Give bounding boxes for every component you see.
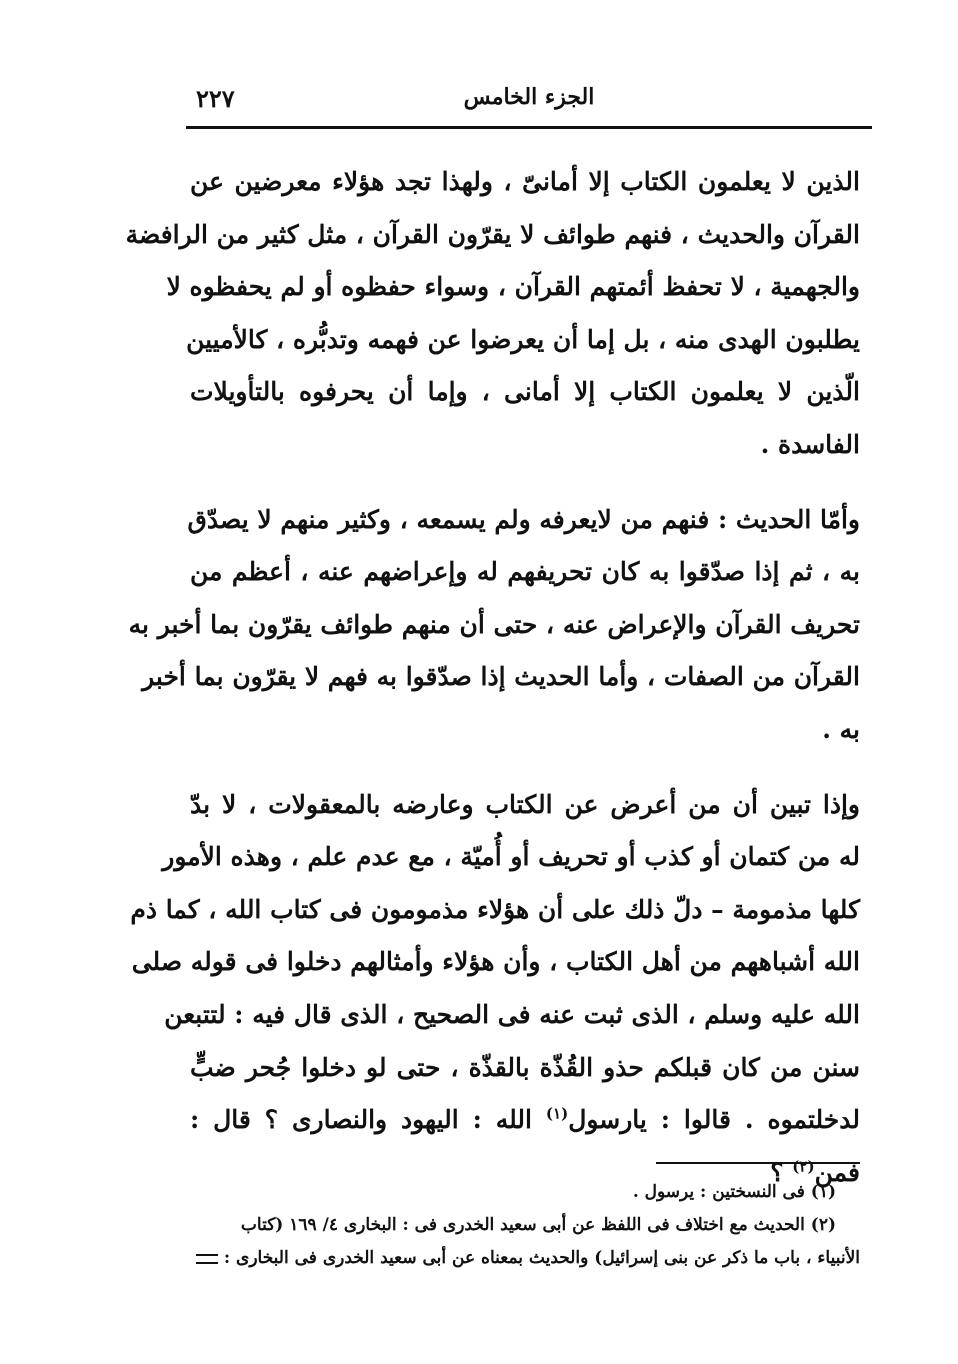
text-line [190,1094,860,1147]
text-line: له من كتمان أو كذب أو تحريف أو أُميّة ، مع عدم علم ، وهذه الأمور [162,842,860,872]
footnote-rule [656,1162,860,1164]
text-line: الذين لا يعلمون الكتاب إلا أمانىّ ، ولهذا تجد هؤلاء معرضين عن [190,167,860,196]
footnote-2: (٢) الحديث مع اختلاف فى اللفظ عن أبى سعيد الخدرى فى : البخارى ٤/ ١٦٩ (كتاب [240,1215,836,1235]
text-line: القرآن والحديث ، فنهم طوائف لا يقرّون القرآن ، مثل كثير من الرافضة [125,219,860,249]
footnotes [170,1176,860,1275]
text-segment: فمن [814,1157,860,1187]
footnote-ref-1: (١) [545,1104,569,1123]
text-segment: ؟ [770,1157,784,1187]
text-line: وإذا تبين أن من أعرض عن الكتاب وعارضه بالمعقولات ، لا بدّ [190,789,860,819]
text-line: الله عليه وسلم ، الذى ثبت عنه فى الصحيح ، الذى قال فيه : لتتبعن [164,999,860,1029]
text-line: وأمّا الحديث : فنهم من لايعرفه ولم يسمعه ، وكثير منهم لا يصدّق [187,504,860,534]
text-line: الله أشباههم من أهل الكتاب ، وأن هؤلاء وأمثالهم دخلوا فى قوله صلى [131,947,860,977]
text-segment: لدخلتموه . قالوا : يارسول [568,1105,860,1135]
paragraph-1 [125,156,860,472]
text-line: سنن من كان قبلكم حذو القُذّة بالقذّة ، حتى لو دخلوا جُحر ضبٍّ [190,1052,860,1082]
paragraph-2 [128,494,860,757]
text-line: الفاسدة . [760,429,860,459]
text-line: يطلبون الهدى منه ، بل إما أن يعرضوا عن فهمه وتدبُّره ، كالأميين [186,324,860,354]
footnote-2-text: الأنبياء ، باب ما ذكر عن بنى إسرائيل) والحديث بمعناه عن أبى سعيد الخدرى فى البخارى : [223,1248,860,1268]
text-line: الّذين لا يعلمون الكتاب إلا أمانى ، وإما أن يحرفوه بالتأويلات [190,377,860,407]
footnote-1: (١) فى النسختين : يرسول . [632,1182,836,1202]
header-rule [186,126,872,129]
text-line: القرآن من الصفات ، وأما الحديث إذا صدّقوا به فهم لا يقرّون بما أخبر [142,662,860,692]
running-title: الجزء الخامس [463,84,595,110]
text-line: به ، ثم إذا صدّقوا به كان تحريفهم له وإعراضهم عنه ، أعظم من [190,557,860,587]
text-line: به . [822,714,860,744]
footnote-ref-2: (٢) [792,1157,815,1176]
text-line: والجهمية ، لا تحفظ أئمتهم القرآن ، وسواء حفظوه أو لم يحفظوه لا [166,272,860,302]
page-header [186,84,872,124]
main-text [125,156,860,1199]
page-number: ٢٢٧ [196,84,235,113]
footnote-2-continuation [170,1242,860,1275]
paragraph-3 [130,779,860,1200]
text-segment: الله : اليهود والنصارى ؟ قال : [190,1105,532,1135]
continuation-mark [196,1254,218,1264]
text-line: كلها مذمومة – دلّ ذلك على أن هؤلاء مذمومون فى كتاب الله ، كما ذم [130,894,860,924]
text-line: تحريف القرآن والإعراض عنه ، حتى أن منهم طوائف يقرّون بما أخبر به [128,609,860,639]
